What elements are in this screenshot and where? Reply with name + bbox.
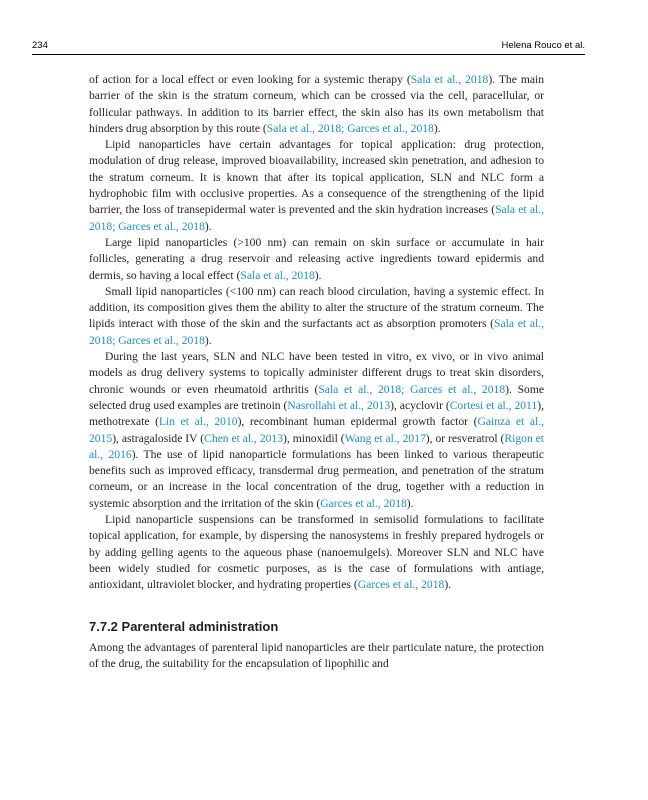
- paragraph-text: ).: [204, 219, 212, 233]
- paragraph: [89, 235, 544, 284]
- paragraph-text: ). Some selected drug used examples are tretinoin (: [89, 382, 545, 412]
- paragraph-text: ). The main barrier of the skin is the stratum corneum, which can be crossed via the cell, paracellular, or follicular pathways. In addition to its barrier effect, the skin also has its own metabolism that hinders drug absorption by this route (: [89, 73, 544, 135]
- paragraph-text: ), minoxidil (: [283, 431, 345, 445]
- paragraph-text: ).: [444, 578, 452, 592]
- paragraph: [89, 72, 544, 137]
- citation-link[interactable]: Sala et al., 2018; Garces et al., 2018: [89, 203, 544, 233]
- section-heading: 7.7.2 Parenteral administration: [89, 618, 279, 634]
- citation-link[interactable]: Sala et al., 2018: [410, 73, 489, 86]
- citation-link[interactable]: Sala et al., 2018; Garces et al., 2018: [318, 382, 506, 396]
- paragraph-text: ), or resveratrol (: [425, 431, 505, 445]
- paragraph-text: Lipid nanoparticles have certain advantages for topical application: drug protection, modulation of drug release, improved bioavailability, increased skin penetration, and adhesion to the stratum corneum. It is known that after its topical application, SLN and NLC form a hydrophobic film with occlusive properties. As a consequence of the strengthening of the lipid barrier, the loss of transepidermal water is prevented and the skin hydration increases (: [89, 138, 544, 217]
- citation-link[interactable]: Sala et al., 2018: [240, 268, 315, 282]
- section-paragraph: Among the advantages of parenteral lipid nanoparticles are their particulate nature, the protection of the drug, the suitability for the encapsulation of lipophilic and: [89, 640, 544, 670]
- citation-link[interactable]: Lin et al., 2010: [158, 415, 238, 429]
- paragraph-text: ).: [314, 268, 322, 282]
- paragraph-text: ), recombinant human epidermal growth factor (: [237, 415, 478, 429]
- running-head: Helena Rouco et al.: [501, 40, 585, 51]
- citation-link[interactable]: Chen et al., 2013: [204, 431, 284, 445]
- paragraph-text: ).: [433, 121, 441, 135]
- paragraph-text: ).: [204, 333, 212, 347]
- paragraph-text: Large lipid nanoparticles (>100 nm) can remain on skin surface or accumulate in hair follicles, generating a drug reservoir and releasing active ingredients toward epidermis and dermis, so having a local effect (: [89, 235, 544, 282]
- citation-link[interactable]: Garces et al., 2018: [320, 496, 407, 510]
- paragraph-text: ), astragaloside IV (: [112, 431, 205, 445]
- body-text: [89, 72, 544, 672]
- paragraph: [89, 512, 544, 593]
- paragraph-text: Lipid nanoparticle suspensions can be transformed in semisolid formulations to facilitate topical application, for example, by dispersing the nanosystems in freshly prepared hydrogels or by adding gelling agents to the aqueous phase (nanoemulgels). Moreover SLN and NLC have been widely studied for cosmetic purposes, as is the case of formulations with antiage, antioxidant, ultraviolet blocker, and hydrating properties (: [89, 513, 544, 592]
- citation-link[interactable]: Sala et al., 2018; Garces et al., 2018: [89, 317, 544, 347]
- paragraph-text: ), acyclovir (: [390, 398, 450, 412]
- paragraph-text: ). The use of lipid nanoparticle formulations has been linked to various therapeutic benefits such as improved efficacy, transdermal drug permeation, and penetration of the stratum corneum, or an increase in the local concentration of the drug, together with a reduction in systemic absorption and the irritation of the skin (: [89, 447, 545, 510]
- citation-link[interactable]: Gainza et al., 2015: [89, 415, 544, 445]
- paragraph: [89, 284, 544, 349]
- citation-link[interactable]: Wang et al., 2017: [344, 431, 426, 445]
- paragraph-text: ), methotrexate (: [89, 398, 544, 429]
- paragraph-text: ).: [406, 496, 414, 510]
- citation-link[interactable]: Nasrollahi et al., 2013: [287, 398, 391, 412]
- citation-link[interactable]: Cortesi et al., 2011: [449, 398, 538, 412]
- paragraph-text: During the last years, SLN and NLC have been tested in vitro, ex vivo, or in vivo animal models as drug delivery systems to topically administer different drugs to treat skin disorders, chronic wounds or even rheumatoid arthritis (: [89, 350, 544, 396]
- paragraph: [89, 137, 544, 235]
- page-number: 234: [32, 40, 48, 51]
- paragraph-list: [89, 72, 544, 594]
- paragraph-text: Small lipid nanoparticles (<100 nm) can reach blood circulation, having a systemic effect. In addition, its composition gives them the ability to alter the structure of the stratum corneum. The lipids interact with those of the skin and the surfactants act as absorption promoters (: [89, 284, 544, 331]
- citation-link[interactable]: Garces et al., 2018: [357, 578, 445, 592]
- page-header: [32, 40, 585, 55]
- citation-link[interactable]: Sala et al., 2018; Garces et al., 2018: [266, 121, 434, 135]
- citation-link[interactable]: Rigon et al., 2016: [89, 431, 545, 461]
- paragraph-text: of action for a local effect or even looking for a systemic therapy (: [89, 73, 411, 86]
- paragraph: [89, 349, 544, 512]
